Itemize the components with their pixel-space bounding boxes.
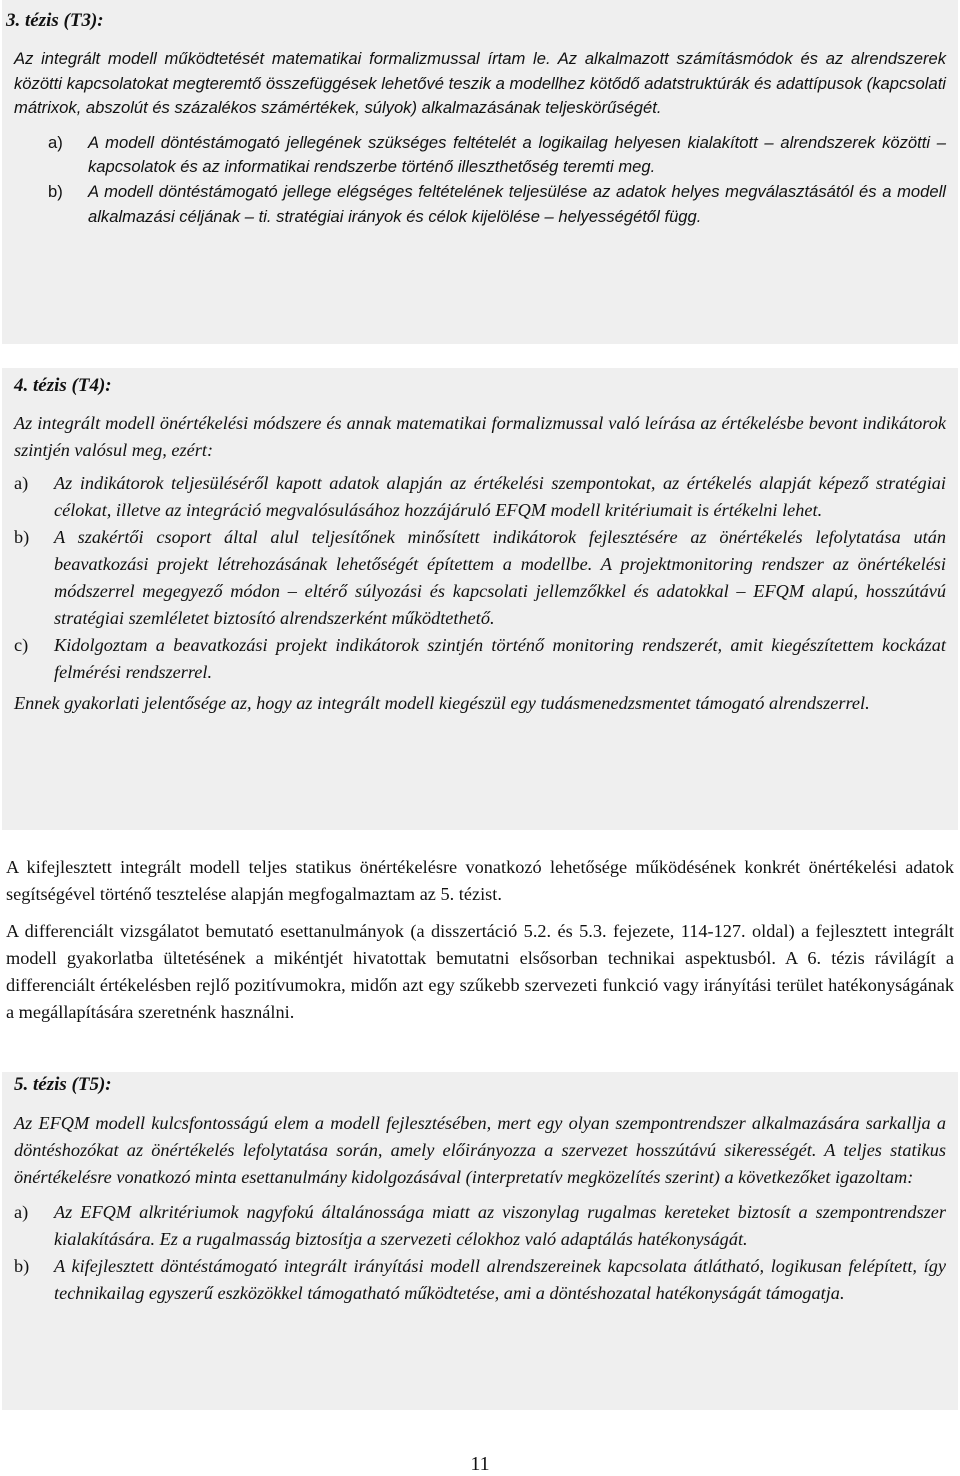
- thesis-4-intro: Az integrált modell önértékelési módszere és annak matematikai formalizmussal való leírása az értékelésbe bevont indikátorok szintjén valósul meg, ezért:: [14, 413, 946, 460]
- thesis-3-heading: 3. tézis (T3):: [6, 10, 104, 31]
- item-text: Kidolgoztam a beavatkozási projekt indikátorok szintjén történő monitoring rendszerét, amit kiegészítettem kockázat felmérési rendszerrel.: [54, 635, 946, 682]
- item-label: a): [48, 132, 63, 152]
- thesis-3-box: [2, 0, 958, 344]
- thesis-3-item-a: [14, 131, 946, 180]
- thesis-3-intro: Az integrált modell működtetését matematikai formalizmussal írtam le. Az alkalmazott számításmódok és az alrendszerek közötti kapcsolatokat megteremtő összefüggések lehetővé teszik a modellhez kötődő adatstruktúrák és adattípusok (kapcsolati mátrixok, abszolút és százalékos számértékek, súlyok) alkalmazásának teljeskörűségét.: [14, 49, 946, 118]
- thesis-4-item-b: [14, 524, 946, 632]
- page-number: 11: [470, 1453, 490, 1475]
- item-text: Az indikátorok teljesüléséről kapott adatok alapján az értékelési szempontokat, az értékelés alapját képező stratégiai célokat, illetve az integráció megvalósulásához hozzájáruló EFQM modell kritériumait is értékelni lehet.: [54, 473, 946, 520]
- item-text: A modell döntéstámogató jellege elégséges feltételének teljesülése az adatok helyes megválasztásától és a modell alkalmazási céljának – ti. stratégiai irányok és célok kijelölése – helyességétől függ.: [88, 181, 946, 226]
- thesis-4-heading: 4. tézis (T4):: [14, 375, 112, 396]
- thesis-4-box: [2, 368, 958, 830]
- item-text: Az EFQM alkritériumok nagyfokú általánossága miatt az viszonylag rugalmas kereteket biztosít a szempontrendszer kialakítására. Ez a rugalmasság biztosítja a szervezeti célokhoz való adaptálás hatékonyságát.: [54, 1202, 946, 1249]
- item-label: b): [14, 1256, 30, 1276]
- thesis-4-closing: Ennek gyakorlati jelentősége az, hogy az integrált modell kiegészül egy tudásmenedzsmentet támogató alrendszerrel.: [14, 693, 870, 713]
- body-paragraph-2: A differenciált vizsgálatot bemutató esettanulmányok (a disszertáció 5.2. és 5.3. fejezete, 114-127. oldal) a fejlesztett integrált modell gyakorlatba ültetésének a mikéntjét hivatottak bemutatni elsősorban technikai aspektusból. A 6. tézis rávilágít a differenciált értékelésben rejlő pozitívumokra, midőn azt egy szűkebb szervezeti funkció vagy irányítási terület hatékonyságának a megállapítására szeretnénk használni.: [6, 921, 954, 1022]
- thesis-5-intro: Az EFQM modell kulcsfontosságú elem a modell fejlesztésében, mert egy olyan szempontrendszer alkalmazására sarkallja a döntéshozókat az önértékelés lefolytatása során, amely előirányozza a szervezet hosszútávú sikerességét. A teljes statikus önértékelésre vonatkozó minta esettanulmány kidolgozásával (interpretatív megközelítés szerint) a következőket igazoltam:: [14, 1113, 946, 1187]
- item-text: A szakértői csoport által alul teljesítőnek minősített indikátorok fejlesztésére az önértékelés lefolytatása után beavatkozási projekt létrehozásának lehetőségét építettem a modellbe. A projektmonitoring rendszer az önértékelési módszerrel megegyező módon – eltérő súlyozási és kapcsolati jellemzőkkel és adatokkal – EFQM alapú, hosszútávú stratégiai szemléletet biztosító alrendszerként működtethető.: [54, 527, 946, 628]
- body-paragraph-1: A kifejlesztett integrált modell teljes statikus önértékelésre vonatkozó lehetősége működésének konkrét önértékelési adatok segítségével történő tesztelése alapján megfogalmaztam az 5. tézist.: [6, 857, 954, 904]
- item-text: A modell döntéstámogató jellegének szükséges feltételét a logikailag helyesen kialakított – alrendszerek közötti – kapcsolatok és az informatikai rendszerbe történő illeszthetőség teremti meg.: [88, 132, 946, 177]
- item-label: b): [14, 527, 30, 547]
- thesis-3-item-b: [14, 180, 946, 229]
- body-paragraphs: [2, 854, 958, 1026]
- item-label: c): [14, 635, 29, 655]
- thesis-5-heading: 5. tézis (T5):: [14, 1074, 112, 1095]
- thesis-4-item-c: [14, 632, 946, 686]
- thesis-5-item-b: [14, 1253, 946, 1307]
- thesis-4-item-a: [14, 470, 946, 524]
- item-label: a): [14, 1202, 29, 1222]
- thesis-5-box: [2, 1072, 958, 1410]
- item-label: b): [48, 181, 63, 201]
- item-text: A kifejlesztett döntéstámogató integrált irányítási modell alrendszereinek kapcsolata átlátható, logikusan felépített, így technikailag egyszerű eszközökkel támogatható működtetése, ami a döntéshozatal hatékonyságát támogatja.: [54, 1256, 946, 1303]
- item-label: a): [14, 473, 29, 493]
- thesis-5-item-a: [14, 1199, 946, 1253]
